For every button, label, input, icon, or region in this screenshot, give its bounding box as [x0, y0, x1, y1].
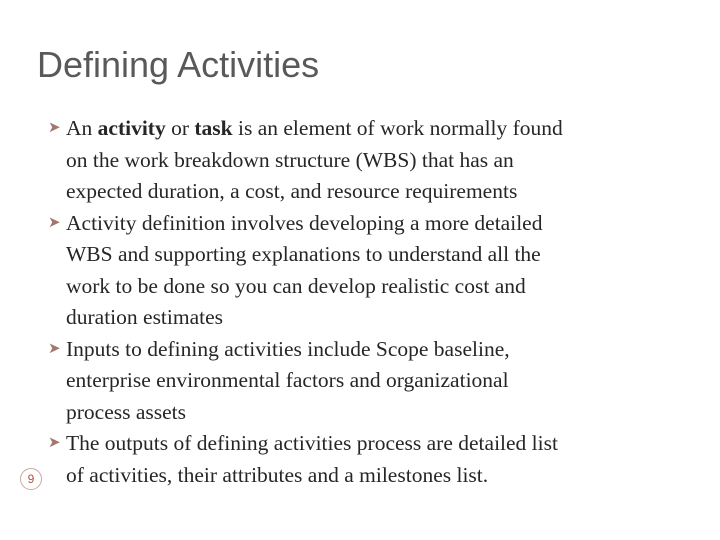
bullet-item — [48, 113, 698, 208]
bullet-line: of activities, their attributes and a milestones list. — [66, 462, 489, 487]
bullet-line: Inputs to defining activities include Scope baseline, — [66, 336, 510, 361]
bullet-line: on the work breakdown structure (WBS) that has an — [66, 147, 514, 172]
bullet-item — [48, 334, 698, 429]
bullet-list — [48, 113, 698, 491]
bullet-item — [48, 428, 698, 491]
bullet-line: enterprise environmental factors and organizational — [66, 368, 509, 392]
bold-term-task: task — [194, 116, 233, 140]
bullet-line: work to be done so you can develop realistic cost and — [66, 273, 526, 298]
bullet-item — [48, 208, 698, 334]
bullet-line: WBS and supporting explanations to understand all the — [66, 242, 541, 266]
bullet-line: The outputs of defining activities process are detailed list — [66, 431, 558, 455]
bullet-line: Activity definition involves developing a more detailed — [66, 210, 543, 235]
bullet-text: An — [66, 116, 98, 140]
bullet-line: process assets — [66, 399, 187, 424]
bullet-line — [66, 113, 698, 145]
page-number-badge — [20, 468, 42, 490]
chevron-bullet-icon: ➤ — [48, 435, 61, 451]
slide-title: Defining Activities — [37, 44, 320, 85]
bullet-line: expected duration, a cost, and resource requirements — [66, 179, 518, 203]
bullet-line: duration estimates — [66, 305, 224, 329]
chevron-bullet-icon: ➤ — [48, 340, 61, 357]
bullet-text: or — [165, 116, 195, 140]
chevron-bullet-icon: ➤ — [48, 120, 61, 136]
bullet-text: is an element of work normally found — [232, 116, 563, 140]
page-number: 9 — [27, 472, 35, 486]
chevron-bullet-icon: ➤ — [48, 214, 61, 231]
bold-term-activity: activity — [97, 116, 166, 140]
